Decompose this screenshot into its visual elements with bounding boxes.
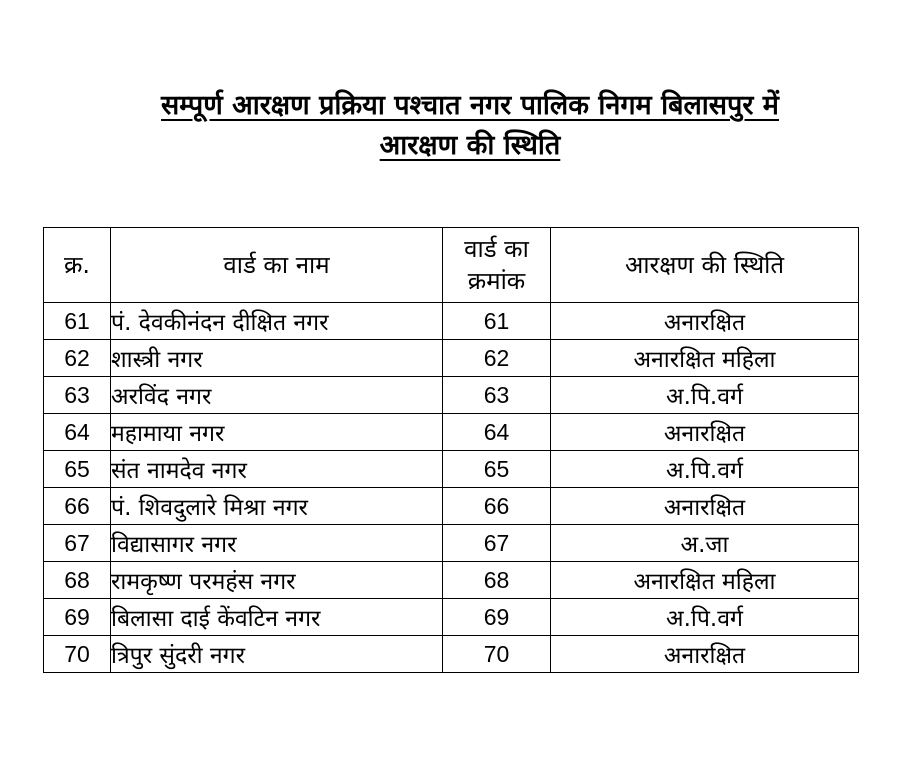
cell-status: अ.पि.वर्ग (551, 599, 859, 636)
cell-status: अनारक्षित (551, 414, 859, 451)
cell-status: अनारक्षित (551, 636, 859, 673)
cell-status: अनारक्षित (551, 303, 859, 340)
cell-ward-number: 64 (443, 414, 551, 451)
table-row (44, 636, 859, 673)
cell-ward-name: संत नामदेव नगर (111, 451, 443, 488)
cell-status: अ.पि.वर्ग (551, 451, 859, 488)
cell-status: अनारक्षित (551, 488, 859, 525)
table-body (44, 303, 859, 673)
cell-serial: 69 (44, 599, 111, 636)
table-row (44, 525, 859, 562)
cell-serial: 66 (44, 488, 111, 525)
table-row (44, 451, 859, 488)
cell-serial: 67 (44, 525, 111, 562)
document-title-text-2: आरक्षण की स्थिति (379, 130, 561, 161)
cell-status: अ.पि.वर्ग (551, 377, 859, 414)
header-serial: क्र. (44, 228, 111, 303)
cell-serial: 68 (44, 562, 111, 599)
cell-serial: 62 (44, 340, 111, 377)
cell-ward-number: 67 (443, 525, 551, 562)
cell-serial: 70 (44, 636, 111, 673)
table-row (44, 414, 859, 451)
cell-ward-name: विद्यासागर नगर (111, 525, 443, 562)
document-title-line-1 (40, 88, 900, 124)
cell-ward-name: अरविंद नगर (111, 377, 443, 414)
header-ward-number: वार्ड का क्रमांक (443, 228, 551, 303)
cell-ward-name: शास्त्री नगर (111, 340, 443, 377)
table-row (44, 488, 859, 525)
cell-ward-number: 68 (443, 562, 551, 599)
cell-ward-number: 69 (443, 599, 551, 636)
header-reservation-status: आरक्षण की स्थिति (551, 228, 859, 303)
cell-status: अनारक्षित महिला (551, 340, 859, 377)
cell-ward-name: बिलासा दाई केंवटिन नगर (111, 599, 443, 636)
cell-ward-name: त्रिपुर सुंदरी नगर (111, 636, 443, 673)
cell-ward-name: पं. देवकीनंदन दीक्षित नगर (111, 303, 443, 340)
cell-ward-number: 66 (443, 488, 551, 525)
table-row (44, 377, 859, 414)
header-ward-name: वार्ड का नाम (111, 228, 443, 303)
cell-serial: 61 (44, 303, 111, 340)
cell-status: अनारक्षित महिला (551, 562, 859, 599)
cell-ward-number: 65 (443, 451, 551, 488)
document-title-line-2 (40, 128, 900, 164)
table-row (44, 303, 859, 340)
cell-ward-name: महामाया नगर (111, 414, 443, 451)
table-row (44, 562, 859, 599)
cell-ward-number: 63 (443, 377, 551, 414)
table-row (44, 340, 859, 377)
cell-ward-number: 62 (443, 340, 551, 377)
cell-ward-name: पं. शिवदुलारे मिश्रा नगर (111, 488, 443, 525)
cell-serial: 63 (44, 377, 111, 414)
cell-ward-number: 70 (443, 636, 551, 673)
cell-ward-number: 61 (443, 303, 551, 340)
cell-serial: 65 (44, 451, 111, 488)
table-row (44, 599, 859, 636)
cell-serial: 64 (44, 414, 111, 451)
ward-reservation-table (43, 227, 859, 673)
table-header-row (44, 228, 859, 303)
table-header (44, 228, 859, 303)
document-title-text-1: सम्पूर्ण आरक्षण प्रक्रिया पश्चात नगर पालिक निगम बिलासपुर में (161, 90, 779, 121)
cell-status: अ.जा (551, 525, 859, 562)
cell-ward-name: रामकृष्ण परमहंस नगर (111, 562, 443, 599)
